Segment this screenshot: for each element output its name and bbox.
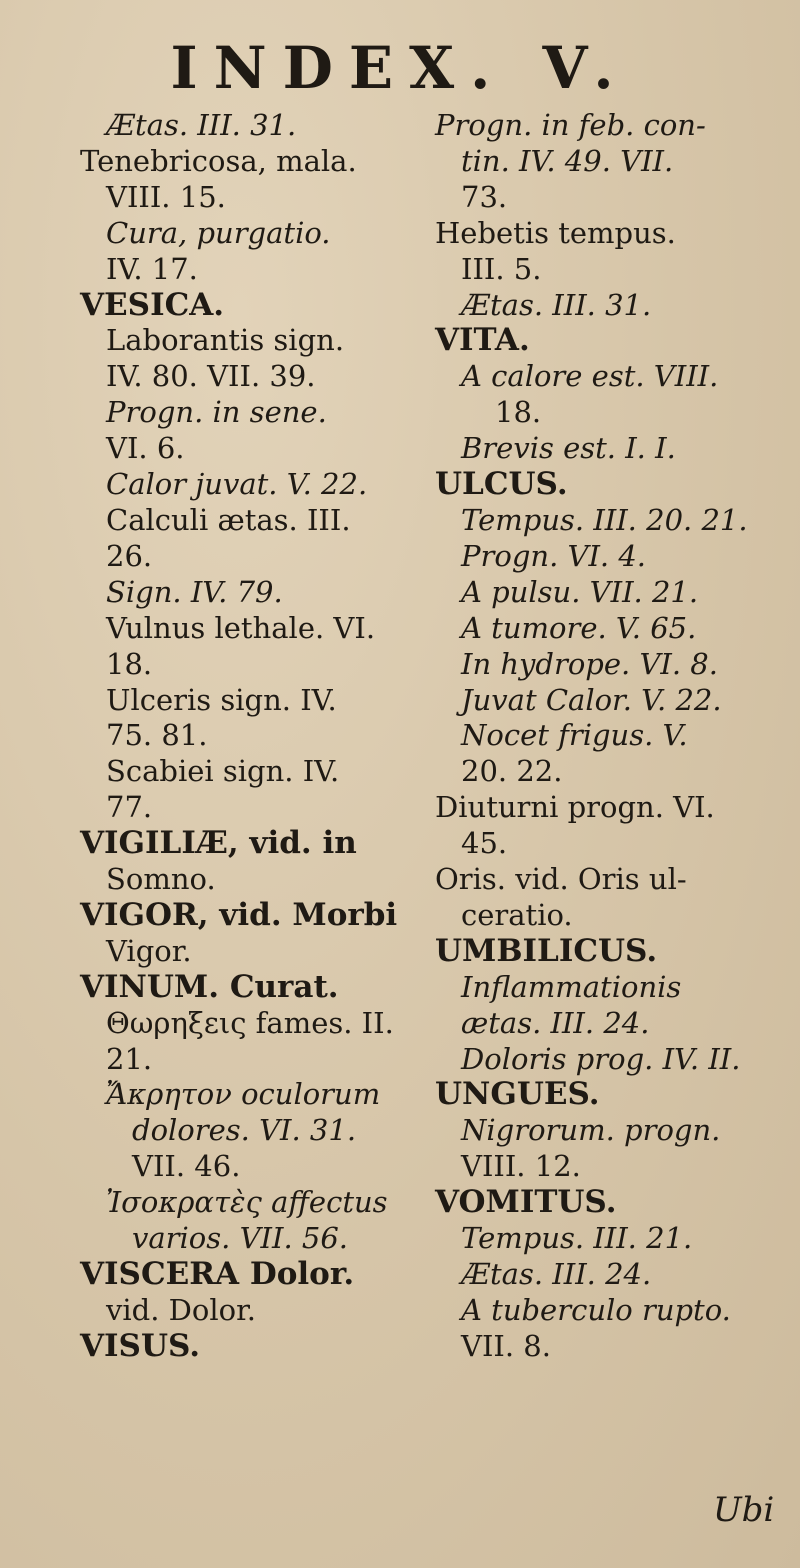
index-entry: 20. 22. (461, 754, 563, 789)
index-entry: VII. 8. (461, 1328, 551, 1363)
index-entry: ceratio. (461, 897, 573, 932)
index-entry: Tempus. III. 21. (461, 1221, 693, 1256)
index-entry: ULCUS. (435, 466, 568, 503)
index-entry: A tumore. V. 65. (461, 610, 697, 645)
index-entry: VII. 46. (132, 1149, 241, 1184)
index-entry: Calor juvat. V. 22. (106, 467, 368, 502)
index-entry: 26. (106, 538, 153, 573)
index-entry: VI. 6. (106, 431, 185, 466)
index-entry: Ἄκρητον oculorum (106, 1077, 381, 1112)
index-entry: VIGILIÆ, vid. in (80, 825, 357, 862)
index-entry: Scabiei sign. IV. (106, 754, 340, 789)
index-entry: Cura, purgatio. (106, 215, 331, 250)
index-entry: A tuberculo rupto. (461, 1292, 731, 1327)
index-entry: III. 5. (461, 251, 542, 286)
index-entry: Nigrorum. progn. (461, 1113, 721, 1148)
index-entry: dolores. VI. 31. (132, 1113, 357, 1148)
index-entry: 21. (106, 1041, 153, 1076)
index-entry: ætas. III. 24. (461, 1005, 650, 1040)
index-entry: Doloris prog. IV. II. (461, 1041, 741, 1076)
index-entry: vid. Dolor. (106, 1292, 256, 1327)
index-entry: Θωρηξεις fames. II. (106, 1005, 394, 1040)
index-entry: UNGUES. (435, 1076, 600, 1113)
index-entry: VIGOR, vid. Morbi (80, 896, 398, 933)
index-entry: Ætas. III. 31. (461, 287, 652, 322)
index-entry: Juvat Calor. V. 22. (461, 682, 722, 717)
index-entry: Ætas. III. 24. (461, 1257, 652, 1291)
index-entry: Vulnus lethale. VI. (106, 610, 376, 645)
index-entry: In hydrope. VI. 8. (461, 646, 718, 681)
index-entry: Laborantis sign. (106, 323, 345, 358)
index-entry: 18. (106, 646, 153, 681)
index-entry: varios. VII. 56. (132, 1221, 348, 1256)
index-entry: tin. IV. 49. VII. (461, 143, 674, 178)
index-entry: VIII. 15. (106, 179, 226, 214)
index-entry: Tenebricosa, mala. (80, 143, 357, 178)
index-entry: Vigor. (106, 933, 192, 968)
index-entry: 75. 81. (106, 718, 208, 753)
index-entry: Progn. VI. 4. (461, 538, 647, 573)
index-entry: IV. 80. VII. 39. (106, 359, 316, 394)
index-entry: Nocet frigus. V. (461, 718, 688, 753)
catchword: Ubi (713, 1490, 775, 1530)
index-entry: Diuturni progn. VI. (435, 790, 715, 825)
index-entry: Brevis est. I. I. (461, 431, 676, 466)
index-entry: VESICA. (80, 286, 225, 323)
left-column (80, 108, 420, 1365)
index-entry: 18. (495, 395, 542, 430)
index-entry: 45. (461, 826, 508, 861)
index-entry: VINUM. Curat. (80, 968, 339, 1005)
index-entry: VISUS. (80, 1327, 201, 1364)
page-header: INDEX. V. (170, 34, 630, 102)
index-entry: IV. 17. (106, 251, 198, 286)
index-entry: Ulceris sign. IV. (106, 682, 337, 717)
index-entry: 73. (461, 179, 508, 214)
index-entry: Tempus. III. 20. 21. (461, 502, 748, 537)
index-entry: Progn. in feb. con- (435, 108, 706, 142)
index-entry: Calculi ætas. III. (106, 502, 351, 537)
index-entry: Ætas. III. 31. (106, 108, 297, 142)
index-entry: Inflammationis (461, 969, 682, 1004)
right-column (435, 108, 775, 1365)
index-entry: Sign. IV. 79. (106, 574, 283, 609)
index-entry: Ἰσοκρατὲς affectus (106, 1185, 388, 1220)
index-entry: VITA. (435, 322, 530, 359)
index-entry: Hebetis tempus. (435, 215, 676, 250)
index-entry: 77. (106, 790, 153, 825)
index-entry: A calore est. VIII. (461, 359, 719, 394)
index-entry: A pulsu. VII. 21. (461, 574, 699, 609)
index-entry: Oris. vid. Oris ul- (435, 862, 687, 897)
index-entry: Progn. in sene. (106, 395, 327, 430)
index-entry: VIII. 12. (461, 1149, 581, 1184)
index-entry: UMBILICUS. (435, 932, 658, 969)
index-entry: VOMITUS. (435, 1184, 617, 1221)
index-entry: Somno. (106, 862, 216, 897)
index-entry: VISCERA Dolor. (80, 1256, 355, 1292)
